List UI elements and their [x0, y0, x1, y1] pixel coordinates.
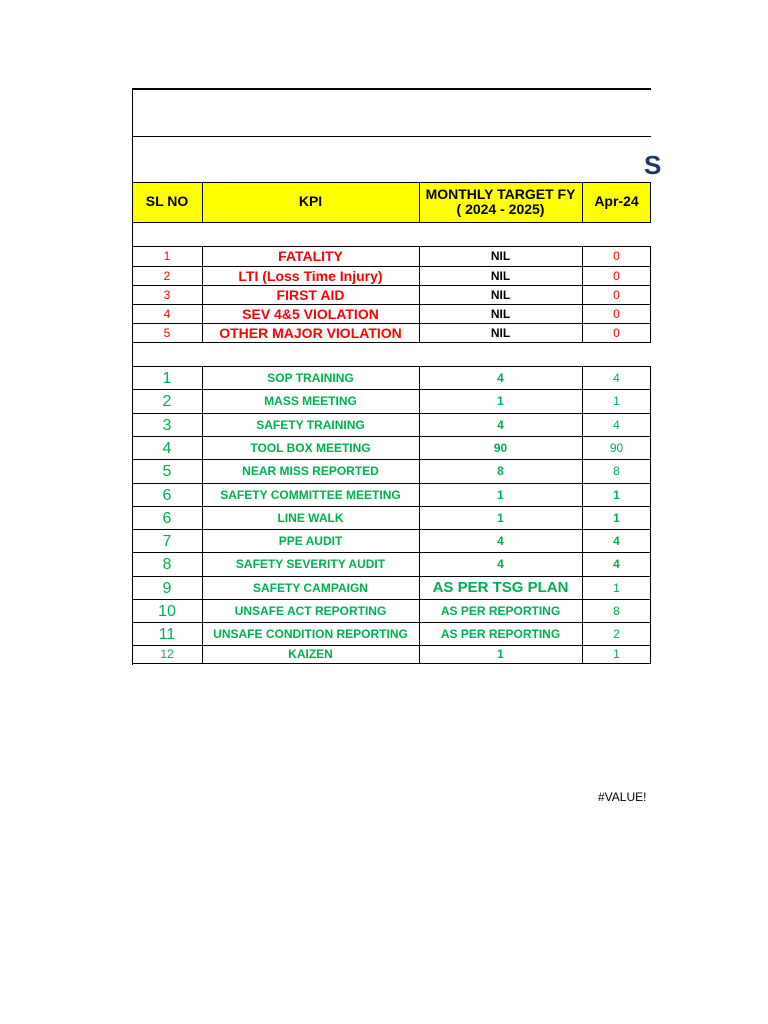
cell-target: 4	[497, 417, 504, 432]
cell-kpi: FATALITY	[278, 248, 343, 265]
col-border	[582, 246, 583, 343]
row-border	[132, 663, 651, 664]
cell-apr-24: 1	[613, 487, 620, 502]
cell-kpi: UNSAFE ACT REPORTING	[234, 603, 387, 618]
cell-target: 1	[497, 647, 504, 662]
cell-sl-no: 7	[162, 532, 172, 550]
cell-target: NIL	[490, 268, 511, 283]
cell-kpi: OTHER MAJOR VIOLATION	[219, 324, 402, 341]
header-target-line1: MONTHLY TARGET FY	[425, 185, 576, 202]
cell-apr-24: 0	[613, 325, 620, 340]
cell-sl-no: 10	[158, 602, 176, 620]
cell-target: 1	[497, 394, 504, 409]
border-header-col	[202, 182, 203, 222]
cell-apr-24: 4	[613, 370, 620, 385]
border-header-col	[582, 182, 583, 222]
cell-kpi: SAFETY TRAINING	[256, 417, 365, 432]
cell-sl-no: 12	[160, 647, 174, 662]
cell-target: NIL	[490, 306, 511, 321]
cell-kpi: KAIZEN	[288, 647, 333, 662]
cell-sl-no: 4	[163, 306, 171, 321]
cell-target: 1	[497, 510, 504, 525]
col-border	[650, 246, 651, 343]
cell-apr-24: 1	[613, 510, 620, 525]
header-month: Apr-24	[594, 193, 639, 210]
cell-apr-24: 90	[609, 440, 624, 455]
cell-target: AS PER REPORTING	[440, 603, 561, 618]
cell-target: 4	[497, 370, 504, 385]
cell-sl-no: 6	[162, 509, 172, 527]
cell-sl-no: 9	[162, 579, 172, 597]
kpi-table	[132, 88, 662, 665]
cell-kpi: LINE WALK	[277, 510, 344, 525]
cell-sl-no: 3	[162, 416, 172, 434]
cell-apr-24: 4	[613, 417, 620, 432]
cell-sl-no: 3	[163, 287, 171, 302]
col-border	[202, 246, 203, 343]
cell-apr-24: 1	[613, 647, 620, 662]
cell-apr-24: 8	[613, 603, 620, 618]
cell-target: 4	[497, 557, 504, 572]
cell-apr-24: 0	[613, 287, 620, 302]
cell-kpi: SAFETY CAMPAIGN	[253, 580, 368, 595]
col-border	[650, 366, 651, 664]
cell-apr-24: 0	[613, 306, 620, 321]
cell-apr-24: 0	[613, 268, 620, 283]
cell-kpi: MASS MEETING	[264, 394, 357, 409]
cell-target: AS PER TSG PLAN	[432, 579, 569, 597]
border-header-bottom	[132, 222, 651, 223]
cell-kpi: NEAR MISS REPORTED	[242, 464, 379, 479]
header-target-line2: ( 2024 - 2025)	[456, 201, 545, 217]
col-border	[419, 246, 420, 343]
cell-kpi: PPE AUDIT	[278, 533, 343, 548]
cell-apr-24: 8	[613, 464, 620, 479]
cell-target: NIL	[490, 325, 511, 340]
cell-apr-24: 2	[613, 626, 620, 641]
cell-sl-no: 2	[163, 268, 171, 283]
header-kpi: KPI	[298, 193, 323, 210]
border-header-top	[132, 182, 651, 183]
cell-sl-no: 8	[162, 556, 172, 574]
cell-target: 1	[497, 487, 504, 502]
cell-kpi: LTI (Loss Time Injury)	[238, 267, 383, 284]
border-top	[132, 88, 651, 90]
col-border	[419, 366, 420, 664]
cell-kpi: SAFETY SEVERITY AUDIT	[235, 557, 386, 572]
cell-sl-no: 6	[162, 486, 172, 504]
cell-sl-no: 4	[162, 439, 172, 457]
border-header-col	[650, 182, 651, 222]
col-border	[582, 366, 583, 664]
header-sl-no: SL NO	[145, 193, 189, 210]
cell-apr-24: 0	[613, 249, 620, 264]
col-border	[202, 366, 203, 664]
cell-apr-24: 4	[613, 533, 620, 548]
cell-target: 90	[493, 440, 508, 455]
cell-kpi: TOOL BOX MEETING	[250, 440, 371, 455]
border-title-divider	[132, 136, 651, 137]
cell-kpi: SOP TRAINING	[267, 370, 354, 385]
header-monthly-target	[419, 182, 582, 222]
cell-target: NIL	[490, 287, 511, 302]
cell-sl-no: 11	[158, 625, 176, 643]
cell-target: 8	[497, 464, 504, 479]
cell-kpi: UNSAFE CONDITION REPORTING	[213, 626, 408, 641]
cell-kpi: FIRST AID	[276, 286, 345, 303]
cell-sl-no: 5	[162, 463, 172, 481]
cell-sl-no: 2	[162, 393, 172, 411]
cell-apr-24: 4	[613, 557, 620, 572]
cell-kpi: SEV 4&5 VIOLATION	[242, 305, 379, 322]
sheet-title-clipped: S	[644, 150, 662, 180]
cell-target: AS PER REPORTING	[440, 626, 561, 641]
row-border	[132, 342, 651, 343]
cell-target: 4	[497, 533, 504, 548]
cell-kpi: SAFETY COMMITTEE MEETING	[220, 487, 401, 502]
cell-sl-no: 1	[162, 369, 172, 387]
cell-sl-no: 5	[163, 325, 171, 340]
cell-sl-no: 1	[163, 249, 171, 264]
cell-target: NIL	[490, 249, 511, 264]
cell-apr-24: 1	[613, 394, 620, 409]
border-header-col	[419, 182, 420, 222]
error-cell: #VALUE!	[598, 790, 647, 804]
cell-apr-24: 1	[613, 580, 620, 595]
